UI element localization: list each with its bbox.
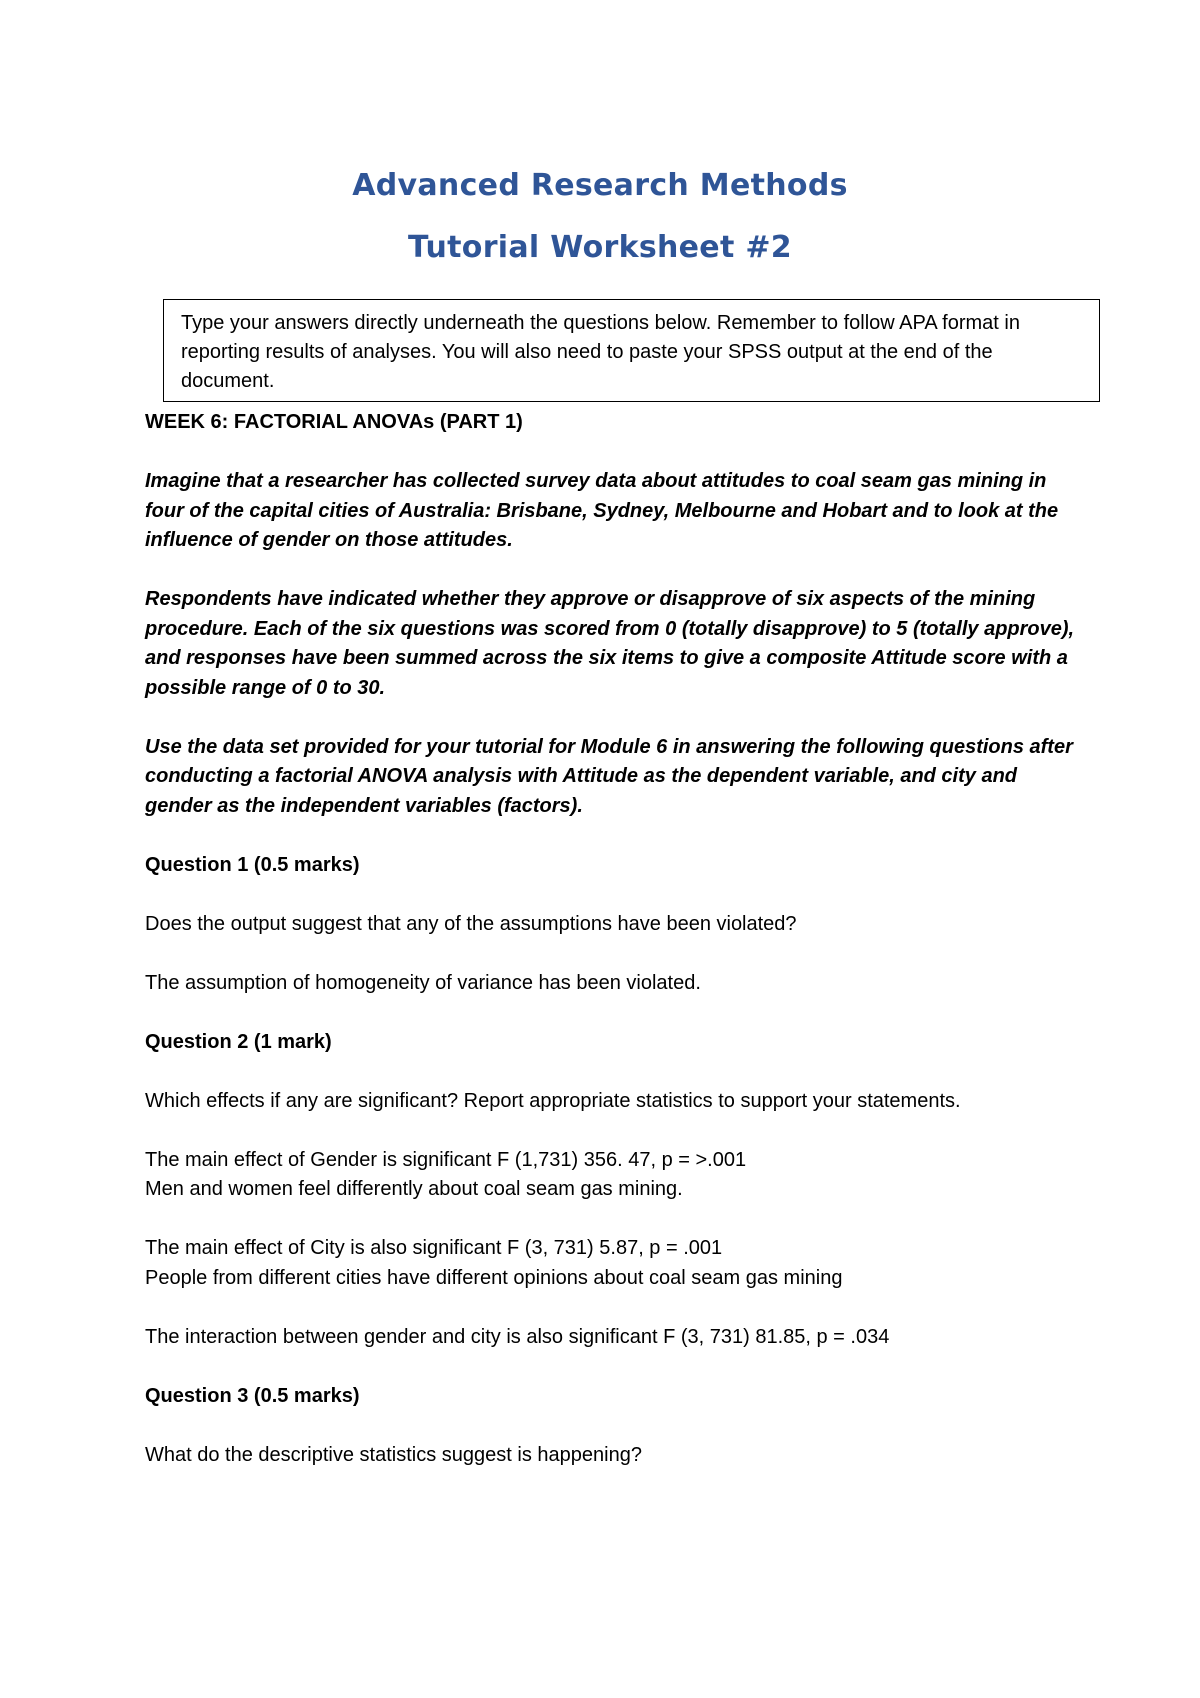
question-3-heading: Question 3 (0.5 marks)	[145, 1384, 360, 1407]
scenario-paragraph-1: Imagine that a researcher has collected survey data about attitudes to coal seam gas mining in four of the capital cities of Australia: Brisbane, Sydney, Melbourne and Hobart and to look at the influence of gender on those attitudes.	[145, 470, 1059, 551]
question-1-answer[interactable]: The assumption of homogeneity of variance has been violated.	[145, 971, 701, 994]
document-subtitle: Tutorial Worksheet #2	[408, 230, 792, 265]
instructions-box	[163, 299, 1100, 402]
question-2-answer-gender-text[interactable]: Men and women feel differently about coal seam gas mining.	[145, 1178, 683, 1200]
question-2-answer-gender-stat[interactable]: The main effect of Gender is significant F (1,731) 356. 47, p = >.001	[145, 1148, 747, 1171]
week-heading: WEEK 6: FACTORIAL ANOVAs (PART 1)	[145, 411, 523, 433]
question-2-heading: Question 2 (1 mark)	[145, 1030, 332, 1053]
worksheet-content	[145, 408, 1085, 1500]
question-2-prompt: Which effects if any are significant? Report appropriate statistics to support your statements.	[145, 1089, 961, 1112]
question-1-heading: Question 1 (0.5 marks)	[145, 853, 360, 876]
question-2-answer-city-text[interactable]: People from different cities have different opinions about coal seam gas mining	[145, 1266, 843, 1289]
question-2-answer-city-stat[interactable]: The main effect of City is also significant F (3, 731) 5.87, p = .001	[145, 1237, 723, 1259]
question-2-answer-interaction[interactable]: The interaction between gender and city is also significant F (3, 731) 81.85, p = .034	[145, 1325, 890, 1348]
document-title: Advanced Research Methods	[352, 168, 848, 203]
scenario-paragraph-3: Use the data set provided for your tutorial for Module 6 in answering the following questions after conducting a factorial ANOVA analysis with Attitude as the dependent variable, and city and gender as the independent variables (factors).	[145, 735, 1073, 817]
scenario-paragraph-2: Respondents have indicated whether they approve or disapprove of six aspects of the mining procedure. Each of the six questions was scored from 0 (totally disapprove) to 5 (totally approve), and responses have been summed across the six items to give a composite Attitude score with a possible range of 0 to 30.	[145, 588, 1075, 699]
question-3-prompt: What do the descriptive statistics suggest is happening?	[145, 1443, 642, 1466]
question-1-prompt: Does the output suggest that any of the assumptions have been violated?	[145, 912, 797, 935]
instructions-text: Type your answers directly underneath the questions below. Remember to follow APA format in reporting results of analyses. You will also need to paste your SPSS output at the end of the document.	[181, 312, 1020, 392]
